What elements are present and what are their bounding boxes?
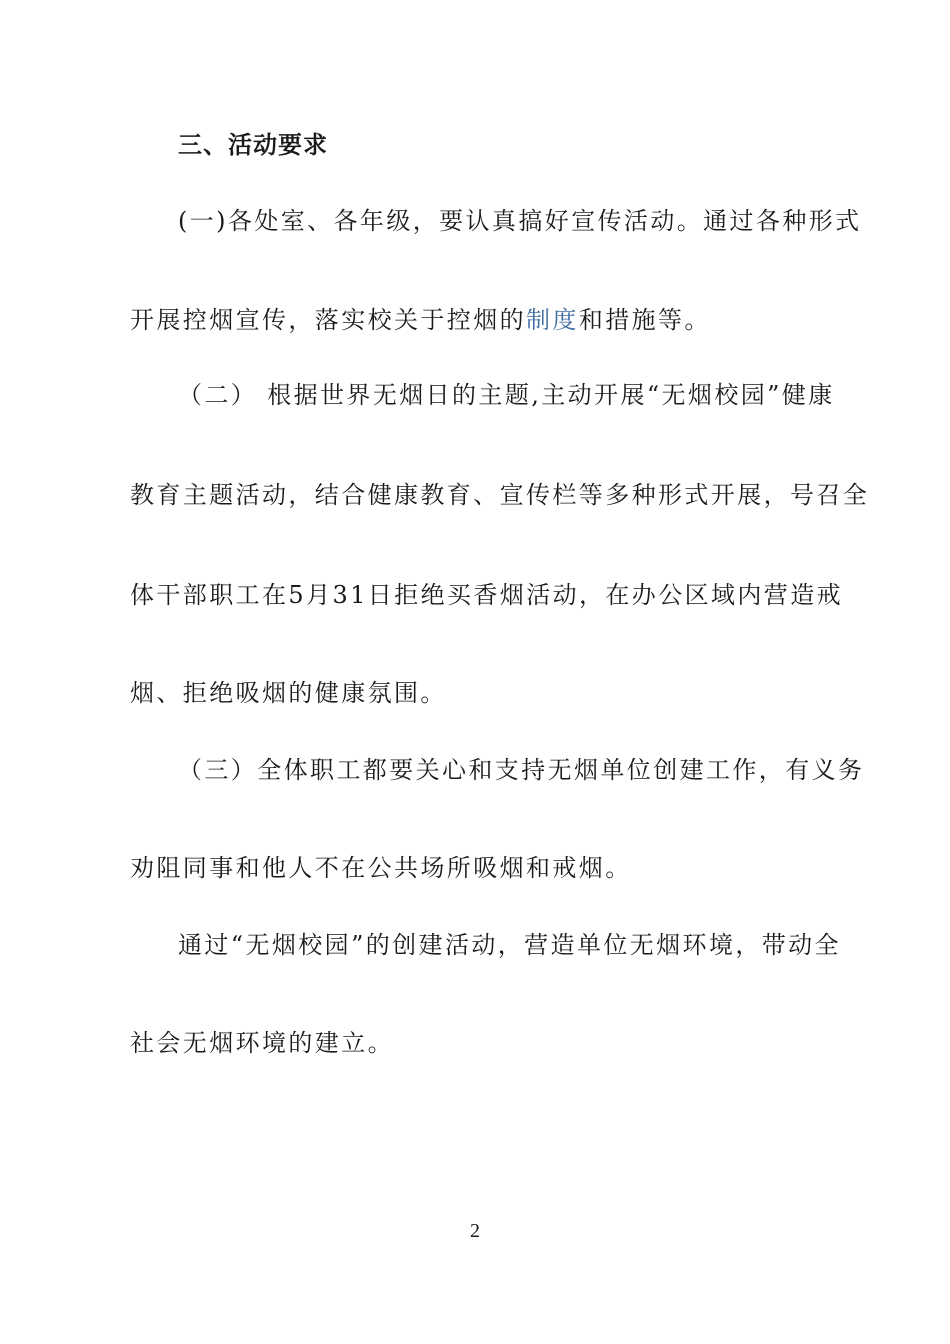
paragraph-1-line-2-text-before: 开展控烟宣传，落实校关于控烟的: [130, 306, 526, 334]
page-number: 2: [470, 1220, 480, 1242]
paragraph-1-line-2: [130, 305, 830, 335]
section-heading: 三、活动要求: [178, 131, 328, 159]
paragraph-1-line-1: (一)各处室、各年级，要认真搞好宣传活动。通过各种形式: [178, 207, 862, 235]
paragraph-2-line-4: 烟、拒绝吸烟的健康氛围。: [130, 679, 447, 707]
paragraph-3-line-2: 劝阻同事和他人不在公共场所吸烟和戒烟。: [130, 854, 632, 882]
paragraph-3-line-1: （三）全体职工都要关心和支持无烟单位创建工作，有义务: [178, 756, 865, 784]
paragraph-2-line-2: 教育主题活动，结合健康教育、宣传栏等多种形式开展，号召全: [130, 481, 870, 509]
paragraph-2-line-3: 体干部职工在5月31日拒绝买香烟活动，在办公区域内营造戒: [130, 581, 844, 609]
paragraph-2-line-1: （二） 根据世界无烟日的主题,主动开展“无烟校园”健康: [178, 381, 835, 409]
paragraph-4-line-1: 通过“无烟校园”的创建活动，营造单位无烟环境，带动全: [178, 931, 841, 959]
paragraph-1-line-2-text-after: 和措施等。: [578, 306, 711, 334]
paragraph-4-line-2: 社会无烟环境的建立。: [130, 1029, 394, 1057]
institution-link[interactable]: 制度: [526, 306, 579, 334]
